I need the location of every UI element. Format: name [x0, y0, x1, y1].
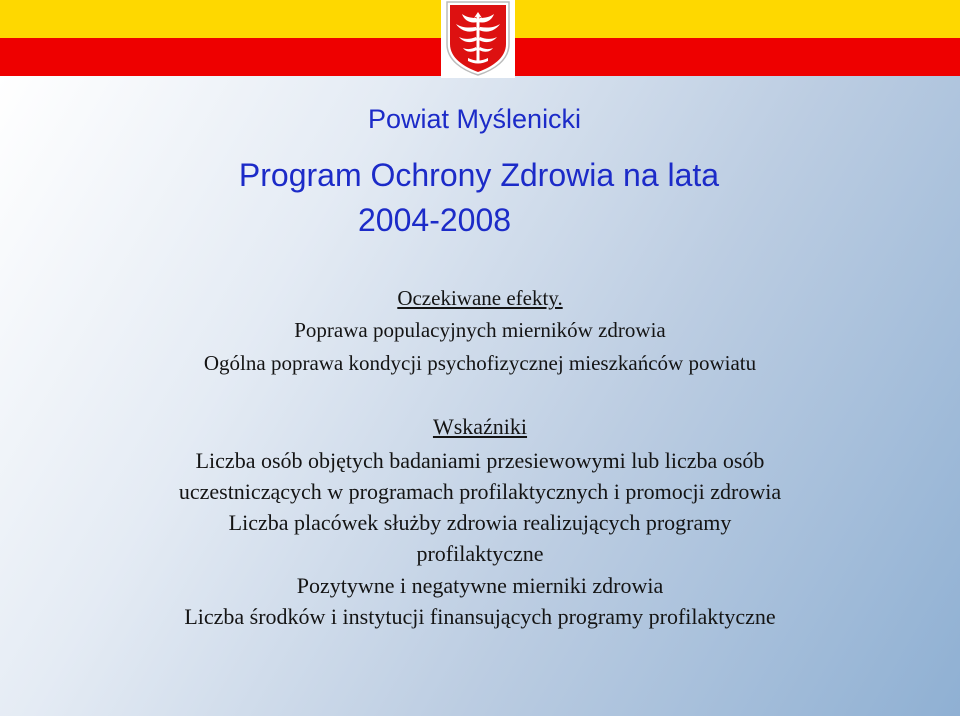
coat-of-arms-icon [444, 0, 512, 76]
crest-container [441, 0, 515, 78]
program-title-line1 [0, 157, 960, 194]
indicators-heading: Wskaźniki [432, 414, 528, 439]
organization-name: Powiat Myślenicki [368, 104, 582, 134]
indicators-line-6: Liczba środków i instytucji finansujących programy profilaktyczne [184, 604, 776, 629]
indicators-line-4: profilaktyczne [416, 541, 544, 566]
effects-item-2: Ogólna poprawa kondycji psychofizycznej mieszkańców powiatu [203, 351, 757, 375]
indicators-line-1: Liczba osób objętych badaniami przesiewowymi lub liczba osób [195, 448, 765, 473]
effects-heading: Oczekiwane efekty. [397, 286, 563, 310]
indicators-line-5: Pozytywne i negatywne mierniki zdrowia [296, 573, 664, 598]
program-title-years: 2004-2008 [358, 202, 512, 238]
effects-item-1: Poprawa populacyjnych mierników zdrowia [294, 318, 666, 342]
indicators-line-2: uczestniczących w programach profilaktycznych i promocji zdrowia [178, 479, 782, 504]
indicators-line-3: Liczba placówek służby zdrowia realizujących programy [228, 510, 732, 535]
program-title-line1-text: Program Ochrony Zdrowia na lata [238, 157, 720, 193]
